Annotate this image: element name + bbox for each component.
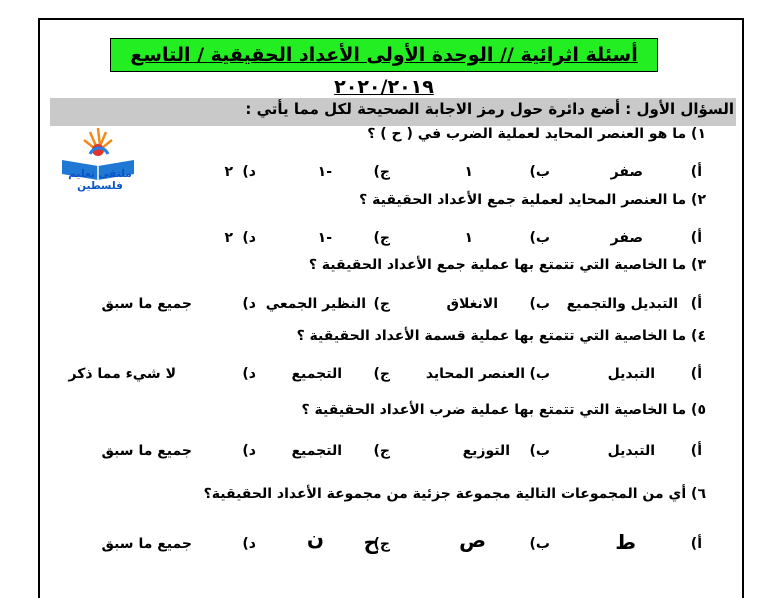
q2-d-value: ٢ bbox=[224, 230, 233, 246]
q5-c-label: ج) bbox=[373, 443, 390, 459]
q4-d-label: د) bbox=[242, 366, 256, 382]
question-3: ٣) ما الخاصية التي تتمتع بها عملية جمع الأعداد الحقيقية ؟ bbox=[308, 257, 706, 273]
q4-d-value: لا شيء مما ذكر bbox=[68, 366, 176, 382]
q6-b-value: ص bbox=[459, 528, 486, 552]
q1-c-label: ج) bbox=[373, 164, 390, 180]
q1-b-value: ١ bbox=[464, 164, 473, 180]
q1-a-value: صفر bbox=[610, 164, 643, 180]
q5-d-value: جميع ما سبق bbox=[101, 443, 192, 459]
q1-b-label: ب) bbox=[529, 164, 550, 180]
q5-c-value: التجميع bbox=[291, 443, 342, 459]
q1-c-value: -١ bbox=[317, 164, 332, 180]
q5-a-label: أ) bbox=[690, 443, 702, 459]
q2-b-label: ب) bbox=[529, 230, 550, 246]
q3-c-value: النظير الجمعي bbox=[265, 296, 366, 312]
q2-a-value: صفر bbox=[610, 230, 643, 246]
question-2: ٢) ما العنصر المحايد لعملية جمع الأعداد الحقيقية ؟ bbox=[359, 192, 706, 208]
q2-a-label: أ) bbox=[690, 230, 702, 246]
q3-b-value: الانغلاق bbox=[446, 296, 498, 312]
q2-c-value: -١ bbox=[317, 230, 332, 246]
q3-d-label: د) bbox=[242, 296, 256, 312]
q6-b-label: ب) bbox=[529, 536, 550, 552]
q4-b-label: ب) bbox=[529, 366, 550, 382]
question-5: ٥) ما الخاصية التي تتمتع بها عملية ضرب الأعداد الحقيقية ؟ bbox=[301, 402, 706, 418]
q6-c-label: ج) bbox=[373, 536, 390, 552]
q5-a-value: التبديل bbox=[607, 443, 655, 459]
q6-d-value: ن bbox=[306, 526, 324, 550]
q5-b-label: ب) bbox=[529, 443, 550, 459]
q4-c-value: التجميع bbox=[291, 366, 342, 382]
q3-a-label: أ) bbox=[690, 296, 702, 312]
q4-c-label: ج) bbox=[373, 366, 390, 382]
q2-b-value: ١ bbox=[464, 230, 473, 246]
q1-d-label: د) bbox=[242, 164, 256, 180]
q3-b-label: ب) bbox=[529, 296, 550, 312]
q6-a-label: أ) bbox=[690, 536, 702, 552]
q4-b-value: العنصر المحايد bbox=[425, 366, 525, 382]
q6-a-value: ط bbox=[615, 530, 636, 554]
q6-e-value: جميع ما سبق bbox=[101, 536, 192, 552]
q3-c-label: ج) bbox=[373, 296, 390, 312]
q4-a-label: أ) bbox=[690, 366, 702, 382]
question-4: ٤) ما الخاصية التي تتمتع بها عملية قسمة الأعداد الحقيقية ؟ bbox=[296, 328, 706, 344]
q2-d-label: د) bbox=[242, 230, 256, 246]
q1-a-label: أ) bbox=[690, 164, 702, 180]
q5-b-value: التوزيع bbox=[462, 443, 510, 459]
q2-c-label: ج) bbox=[373, 230, 390, 246]
q3-a-value: التبديل والتجميع bbox=[566, 296, 678, 312]
q4-a-value: التبديل bbox=[607, 366, 655, 382]
section-heading: السؤال الأول : أضع دائرة حول رمز الاجابة الصحيحة لكل مما يأتي : bbox=[245, 100, 734, 118]
logo-caption: ملتقى تعليم فلسطين bbox=[68, 168, 132, 192]
question-1: ١) ما هو العنصر المحايد لعملية الضرب في ( ح ) ؟ bbox=[367, 126, 706, 142]
worksheet-title: أسئلة اثرائية // الوحدة الأولى الأعداد الحقيقية / التاسع ٢٠٢٠/٢٠١٩ bbox=[110, 38, 658, 72]
q5-d-label: د) bbox=[242, 443, 256, 459]
question-6: ٦) أي من المجموعات التالية مجموعة جزئية من مجموعة الأعداد الحقيقية؟ bbox=[203, 486, 706, 502]
q3-d-value: جميع ما سبق bbox=[101, 296, 192, 312]
q6-d-label: د) bbox=[242, 536, 256, 552]
q1-d-value: ٢ bbox=[224, 164, 233, 180]
q6-c-value: ح bbox=[363, 530, 378, 554]
